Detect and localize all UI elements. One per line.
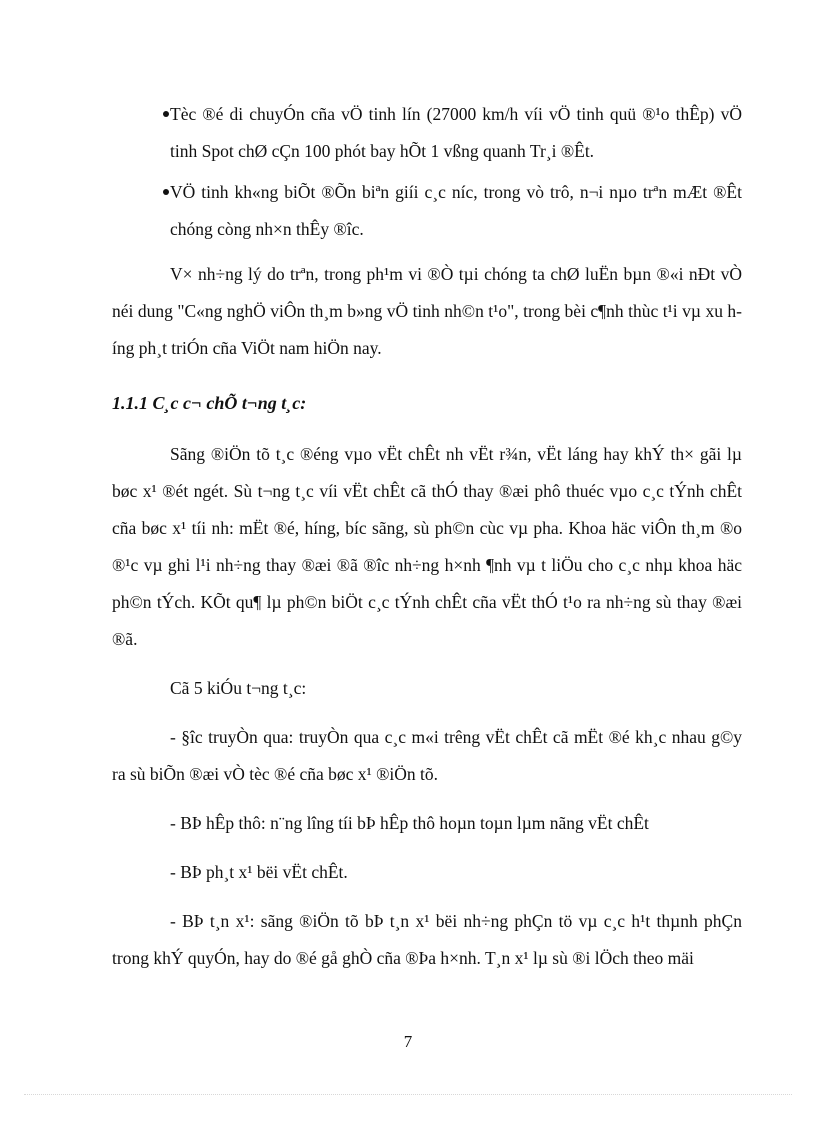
bullet-list xyxy=(112,96,742,248)
page-body xyxy=(112,96,742,977)
type-item-emitted: - BÞ ph¸t x¹ bëi vËt chÊt. xyxy=(170,862,348,882)
bullet-item xyxy=(112,96,742,170)
bullet-item xyxy=(112,174,742,248)
bullet-icon xyxy=(163,189,169,195)
type-item-absorbed: - BÞ hÊp thô: n¨ng lîng tíi bÞ hÊp thô hoµn toµn lµm nãng vËt chÊt xyxy=(170,813,649,833)
types-intro: Cã 5 kiÓu t¬ng t¸c: xyxy=(170,678,307,698)
bullet-text: Tèc ®é di chuyÓn cña vÖ tinh lín (27000 km/h víi vÖ tinh quü ®¹o thÊp) vÖ tinh Spot chØ cÇn 100 phót bay hÕt 1 vßng quanh Tr¸i ®Êt. xyxy=(170,104,742,161)
page-number: 7 xyxy=(403,1032,413,1051)
bullet-icon xyxy=(163,111,169,117)
page-bottom-divider xyxy=(24,1094,792,1095)
section-paragraph: Sãng ®iÖn tõ t¸c ®éng vµo vËt chÊt nh vËt r¾n, vËt láng hay khÝ th× gãi lµ bøc x¹ ®ét ngét. Sù t¬ng t¸c víi vËt chÊt cã thÓ thay ®æi phô thuéc vµo c¸c tÝnh chÊt cña bøc x¹ tíi nh: mËt ®é, híng, bíc sãng, sù ph©n cùc vµ pha. Khoa häc viÔn th¸m ®o ®¹c vµ ghi l¹i nh÷ng thay ®æi ®ã ®îc nh÷ng h×nh ¶nh vµ t liÖu cho c¸c nhµ khoa häc ph©n tÝch. KÕt qu¶ lµ ph©n biÖt c¸c tÝnh chÊt cña vËt thÓ t¹o ra nh÷ng sù thay ®æi ®ã. xyxy=(112,444,742,649)
type-item-scattered: - BÞ t¸n x¹: sãng ®iÖn tõ bÞ t¸n x¹ bëi nh÷ng phÇn tö vµ c¸c h¹t thµnh phÇn trong khÝ quyÓn, hay do ®é gå ghÒ cña ®Þa h×nh. T¸n x¹ lµ sù ®i lÖch theo mäi xyxy=(112,911,742,968)
type-item-transmitted: - §îc truyÒn qua: truyÒn qua c¸c m«i trêng vËt chÊt cã mËt ®é kh¸c nhau g©y ra sù biÕn ®æi vÒ tèc ®é cña bøc x¹ ®iÖn tõ. xyxy=(112,727,742,784)
section-heading: 1.1.1 C¸c c¬ chÕ t¬ng t¸c: xyxy=(112,393,307,413)
bullet-text: VÖ tinh kh«ng biÕt ®Õn biªn giíi c¸c níc, trong vò trô, n¬i nµo trªn mÆt ®Êt chóng còng nh×n thÊy ®îc. xyxy=(170,182,742,239)
intro-paragraph: V× nh÷ng lý do trªn, trong ph¹m vi ®Ò tµi chóng ta chØ luËn bµn ®«i nÐt vÒ néi dung "C«ng nghÖ viÔn th¸m b»ng vÖ tinh nh©n t¹o", trong bèi c¶nh thùc t¹i vµ xu híng ph¸t triÓn cña ViÖt nam hiÖn nay. xyxy=(112,264,742,358)
